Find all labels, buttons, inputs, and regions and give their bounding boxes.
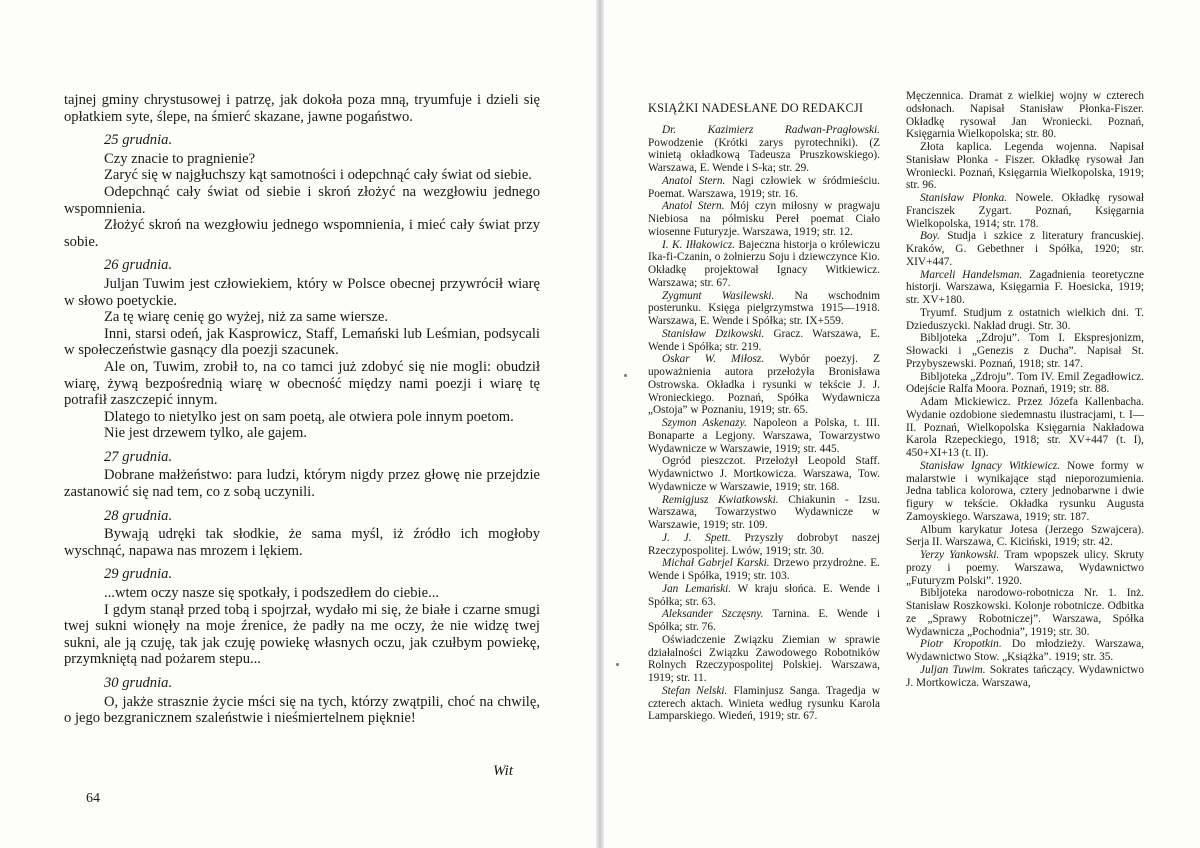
print-speck <box>624 374 627 377</box>
book-entries <box>648 124 880 723</box>
book-entry <box>906 192 1144 230</box>
book-entry <box>648 200 880 238</box>
book-entry <box>906 230 1144 268</box>
book-author: Anatol Stern. <box>662 174 726 187</box>
entry-paragraph: Złożyć skroń na wezgłowiu jednego wspomnienia, i mieć cały świat przy sobie. <box>64 217 540 250</box>
book-author: Yerzy Yankowski. <box>920 549 1000 561</box>
book-entry <box>906 141 1144 192</box>
book-details: Tarnina. E. Wende i Spółka; str. 76. <box>648 608 880 633</box>
book-details: Nowe formy w malarstwie i wynikające stąd nieporozumienia. Jedna tablica kolorowa, cztery jednobarwne i dwie figury w tekście. Okładka rysunku Augusta Zamoyskiego. Warszawa, 1919; str. 187. <box>906 459 1145 523</box>
book-list-column-2 <box>906 90 1144 689</box>
book-details: Powodzenie (Krótki zarys pyrotechniki). (Z winietą okładkową Tadeusza Pruszkowskiego). Warszawa, E. Wende i S-ka; str. 29. <box>648 136 880 174</box>
book-details: Na wschodnim posterunku. Księga pielgrzymstwa 1915—1918. Warszawa, E. Wende i Spółka; str. IX+559. <box>648 289 880 327</box>
book-entry <box>648 455 880 493</box>
book-details: Album karykatur Jotesa (Jerzego Szwajcera). Serja II. Warszawa, C. Kiciński, 1919; str. 42. <box>906 523 1144 549</box>
book-details: Bibljoteka „Zdroju”. Tom I. Ekspresjonizm, Słowacki i „Genezis z Ducha”. Napisał St. Przybyszewski. Poznań, 1918; str. 147. <box>906 332 1144 370</box>
book-details: Drzewo przydrożne. E. Wende i Spółka, 1919; str. 103. <box>648 557 880 582</box>
book-author: Stanisław Dzikowski. <box>662 327 765 340</box>
entry-date: 27 grudnia. <box>104 448 173 465</box>
book-details: Flaminjusz Sanga. Tragedja w czterech aktach. Winieta według rysunku Karola Lamparskiego. Wiedeń, 1919; str. 67. <box>648 684 880 723</box>
book-author: Michał Gabrjel Karski. <box>662 557 770 570</box>
entry-paragraph: Inni, starsi odeń, jak Kasprowicz, Staff, Lemański lub Leśmian, podsycali w społeczeństwie gasnący dla poezji szacunek. <box>64 325 540 359</box>
book-details: Mój czyn miłosny w pragwaju Niebiosa na półmisku Pereł poemat Ciało wiosenne Futuryzje. Warszawa, 1919; str. 12. <box>648 200 881 238</box>
book-details: Nagi człowiek w śródmieściu. Poemat. Warszawa, 1919; str. 16. <box>648 174 880 200</box>
book-list-column-1 <box>648 102 880 723</box>
entry-paragraph: I gdym stanął przed tobą i spojrzał, wydało mi się, że białe i czarne smugi twej sukni wionęły na moje źrenice, że padły na me oczy, że nie widzę twej sukni, ale ją czuję, tak jak czuję powiekę własnych oczu, jak czułbym powiekę, przymkniętą nad pożarem stepu... <box>64 601 540 668</box>
book-details: Bibljoteka narodowo-robotnicza Nr. 1. Inż. Stanisław Roszkowski. Kolonje robotnicze. Odbitka ze „Sprawy Robotniczej”. Warszawa, Spółka Wydawnicza „Pochodnia”, 1919; str. 30. <box>906 587 1144 638</box>
book-entry <box>648 328 880 354</box>
book-author: Jan Lemański. <box>662 582 732 595</box>
book-author: Boy. <box>920 230 940 243</box>
book-author: Zygmunt Wasilewski. <box>662 289 775 302</box>
book-entry-continued: Męczennica. Dramat z wielkiej wojny w czterech odsłonach. Napisał Stanisław Płonka-Fiszer. Okładkę rysował Jan Wroniecki. Poznań, Księgarnia Wielkopolska; str. 80. <box>906 90 1144 141</box>
left-page <box>0 0 596 848</box>
book-details: W kraju słońca. E. Wende i Spółka; str. 63. <box>648 582 880 608</box>
entry-paragraph: Zaryć się w najgłuchszy kąt samotności i odepchnąć cały świat od siebie. <box>104 167 532 184</box>
book-details: Ogród pieszczot. Przełożył Leopold Staff. Wydawnictwo J. Mortkowicza. Warszawa, Tow. Wydawnicze w Warszawie, 1919; str. 168. <box>648 455 880 493</box>
book-author: Oskar W. Miłosz. <box>662 353 765 366</box>
book-details: Gracz. Warszawa, E. Wende i Spółka; str. 219. <box>648 327 880 353</box>
book-details: Do młodzieży. Warszawa, Wydawnictwo Stow. „Książka”. 1919; str. 35. <box>906 638 1144 663</box>
entry-paragraph: Za tę wiarę cenię go wyżej, niż za same wiersze. <box>104 309 389 326</box>
book-entry <box>906 460 1144 524</box>
book-entry <box>906 371 1144 397</box>
book-entry <box>648 353 880 417</box>
entry-paragraph: Czy znacie to pragnienie? <box>104 150 256 167</box>
book-entry <box>906 332 1144 370</box>
book-author: J. J. Spett. <box>662 531 731 544</box>
entry-paragraph: Dobrane małżeństwo: para ludzi, którym nigdy przez głowę nie przejdzie zastanowić się nad tem, co z sobą uczynili. <box>64 467 540 501</box>
right-page <box>604 0 1200 848</box>
book-author: Remigjusz Kwiatkowski. <box>662 493 779 506</box>
book-entry <box>906 664 1144 690</box>
book-author: Dr. Kazimierz Radwan-Pragłowski. <box>662 123 880 136</box>
diary-text <box>64 92 540 727</box>
book-entry <box>648 608 880 634</box>
diary-entries <box>64 132 540 727</box>
book-entry <box>648 290 880 328</box>
entry-paragraph: O, jakże strasznie życie mści się na tych, którzy zwątpili, choć na chwilę, o jego bezgranicznem szaleństwie i nieśmiertelnem pięknie! <box>64 693 540 727</box>
book-details: Bajeczna historja o królewiczu Ika-fi-Czanin, o żołnierzu Soju i dziewczynce Kio. Okładkę projektował Ignacy Witkiewicz. Warszawa; str. 67. <box>648 238 880 289</box>
book-author: Stefan Nelski. <box>662 684 728 697</box>
book-author: Marceli Handelsman. <box>920 268 1023 281</box>
book-author: I. K. Iłłakowicz. <box>662 238 736 251</box>
author-signature: Wit <box>493 763 514 779</box>
entry-paragraph: Juljan Tuwim jest człowiekiem, który w Polsce obecnej przywrócił wiarę w słowo poetyckie. <box>64 275 540 309</box>
book-author: Aleksander Szczęsny. <box>662 608 764 621</box>
book-entry <box>648 239 880 290</box>
book-details: Tram wpopszek ulicy. Skruty prozy i poemy. Warszawa, Wydawnictwo „Futuryzm Polski”. 1920. <box>906 549 1144 587</box>
entry-date: 29 grudnia. <box>104 566 173 583</box>
book-entry <box>906 396 1144 460</box>
book-author: Juljan Tuwim. <box>920 663 986 676</box>
entry-paragraph: ...wtem oczy nasze się spotkały, i podszedłem do ciebie... <box>104 585 440 602</box>
entry-date: 30 grudnia. <box>104 675 173 691</box>
book-details: Oświadczenie Związku Ziemian w sprawie działalności Związku Zawodowego Robotników Rolnych Rzeczypospolitej Polskiej. Warszawa, 1919; str. 11. <box>648 633 880 684</box>
book-author: Anatol Stern. <box>662 200 725 213</box>
book-entry <box>648 557 880 583</box>
entry-paragraph: Ale on, Tuwim, zrobił to, na co tamci już zdobyć się nie mogli: obudził wiarę, żywą bezpośrednią wiarę w obecność między nami poezji i wiarę tę potrafił zaszczepić innym. <box>64 358 540 409</box>
opening-paragraph: tajnej gminy chrystusowej i patrzę, jak dokoła poza mną, tryumfuje i dzieli się opłatkiem syte, ślepe, na śmierć skazane, jawne pogaństwo. <box>64 92 540 125</box>
book-details: Nowele. Okładkę rysował Franciszek Zygart. Poznań, Księgarnia Wielkopolska, 1914; str. 178. <box>906 192 1144 230</box>
book-author: Piotr Kropotkin. <box>920 638 1002 651</box>
book-details: Adam Mickiewicz. Przez Józefa Kallenbacha. Wydanie ozdobione siedemnastu ilustracjami, t. I—II. Poznań, Wielkopolska Księgarnia Nakładowa Karola Rzepeckiego, 1918; str. XV+447 (t. I), 450+XI+13 (t. II). <box>906 396 1144 459</box>
book-author: Stanisław Płonka. <box>920 192 1008 204</box>
book-entry <box>906 587 1144 638</box>
book-entry <box>906 269 1144 307</box>
book-entry <box>648 417 880 455</box>
print-speck <box>616 663 619 666</box>
book-entry <box>648 634 880 685</box>
book-entry <box>648 685 880 723</box>
book-details: Przyszły dobrobyt naszej Rzeczypospolitej. Lwów, 1919; str. 30. <box>648 531 880 557</box>
book-entry <box>906 524 1144 550</box>
entry-date: 25 grudnia. <box>104 132 173 149</box>
section-heading: KSIĄŻKI NADESŁANE DO REDAKCJI <box>648 101 864 115</box>
book-author: Szymon Askenazy. <box>662 417 747 429</box>
book-entry <box>906 549 1144 587</box>
book-details: Chiakunin - Izsu. Warszawa, Towarzystwo Wydawnicze w Warszawie, 1919; str. 109. <box>648 493 880 531</box>
entry-paragraph: Dlatego to nietylko jest on sam poetą, ale otwiera pole innym poetom. <box>104 408 514 425</box>
book-details: Studja i szkice z literatury francuskiej. Kraków, G. Gebethner i Spółka, 1920; str. XIV+447. <box>906 230 1144 268</box>
book-details: Złota kaplica. Legenda wojenna. Napisał Stanisław Płonka - Fiszer. Okładkę rysował Jan Wroniecki. Poznań, Księgarnia Wielkopolska, 1919; str. 96. <box>906 141 1144 192</box>
book-details: Napoleon a Polska, t. III. Bonaparte a Legjony. Warszawa, Towarzystwo Wydawnicze w Warszawie, 1919; str. 445. <box>648 417 880 455</box>
book-author: Stanisław Ignacy Witkiewicz. <box>920 459 1060 472</box>
book-details: Sokrates tańczący. Wydawnictwo J. Mortkowicza. Warszawa, <box>906 663 1144 689</box>
page-number: 64 <box>86 791 100 806</box>
entry-paragraph: Nie jest drzewem tylko, ale gajem. <box>104 425 308 442</box>
book-entry <box>648 175 880 201</box>
book-entry <box>906 307 1144 333</box>
book-entry <box>648 583 880 609</box>
book-details: Tryumf. Studjum z ostatnich wielkich dni. T. Dzieduszycki. Nakład drugi. Str. 30. <box>906 306 1144 332</box>
book-details: Wybór poezyj. Z upoważnienia autora przełożyła Bronisława Ostrowska. Okładka i rysunki w tekście J. J. Wronieckiego. Poznań, Spółka Wydawnicza „Ostoja” w Poznaniu, 1919; str. 65. <box>648 353 880 417</box>
book-details: Zagadnienia teoretyczne historji. Warszawa, Księgarnia F. Hoesicka, 1919; str. XV+180. <box>906 268 1144 306</box>
book-entry <box>648 124 880 175</box>
book-entry <box>906 638 1144 664</box>
book-details: Bibljoteka „Zdroju”. Tom IV. Emil Zegadłowicz. Odejście Ralfa Moora. Poznań, 1919; str. 88. <box>906 370 1144 396</box>
book-entry <box>648 494 880 532</box>
book-entries <box>906 141 1144 689</box>
entry-paragraph: Bywają udręki tak słodkie, że sama myśl, iż źródło ich mogłoby wyschnąć, napawa nas mrozem i lękiem. <box>64 526 540 559</box>
book-gutter <box>596 0 604 848</box>
book-entry <box>648 532 880 558</box>
entry-date: 28 grudnia. <box>104 507 173 524</box>
entry-date: 26 grudnia. <box>104 257 173 274</box>
entry-paragraph: Odepchnąć cały świat od siebie i skroń złożyć na wezgłowiu jednego wspomnienia. <box>64 183 540 217</box>
